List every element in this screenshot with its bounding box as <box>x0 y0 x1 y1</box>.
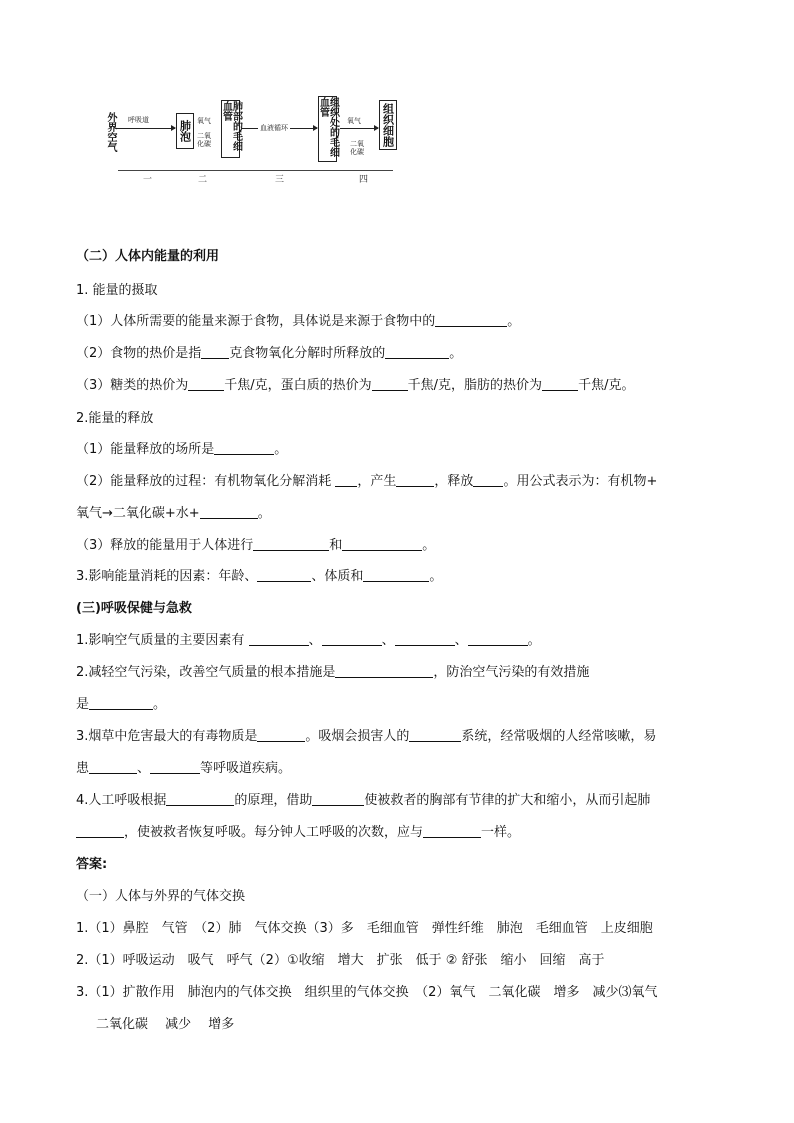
blank[interactable] <box>188 377 224 391</box>
p2-text-b: ，防治空气污染的有效措施 <box>433 665 590 680</box>
section2-sub2: 2.能量的释放 <box>76 411 154 426</box>
blank[interactable] <box>335 664 433 678</box>
q1-end: 。 <box>507 314 521 329</box>
p4-text-b: 的原理，借助 <box>234 793 313 808</box>
box-tissue-capillary: 组织处的毛细血管 <box>318 96 337 162</box>
answers-title: 答案: <box>76 857 108 872</box>
r2-text-a: （2）能量释放的过程：有机物氧化分解消耗 <box>76 474 336 489</box>
p2-line-cont <box>76 696 166 714</box>
p2-end: 。 <box>153 697 167 712</box>
r2-text-d: 。用公式表示为：有机物+ <box>503 474 658 489</box>
p1-line <box>76 632 541 650</box>
respiratory-tract-label: 呼吸道 <box>128 116 149 124</box>
section3-title: (三)呼吸保健与急救 <box>76 601 192 616</box>
r3-line <box>76 537 435 555</box>
p3-line-cont <box>76 760 291 778</box>
r3-end: 。 <box>422 538 436 553</box>
q3-text-c: 千焦/克，脂肪的热价为 <box>407 378 543 393</box>
blank[interactable] <box>89 760 137 774</box>
p2-text-c: 是 <box>76 697 90 712</box>
r1-line <box>76 441 287 459</box>
r2-line-cont <box>76 505 271 523</box>
p1-text: 1.影响空气质量的主要因素有 <box>76 633 249 648</box>
p3-text-c: 系统，经常吸烟的人经常咳嗽，易 <box>461 729 657 744</box>
q2-line <box>76 345 462 363</box>
blank[interactable] <box>253 537 329 551</box>
segment-line <box>118 170 393 171</box>
r1-text: （1）能量释放的场所是 <box>76 442 215 457</box>
q3-text-d: 千焦/克。 <box>578 378 635 393</box>
p3-text-f: 等呼吸道疾病。 <box>200 761 292 776</box>
s3-line <box>76 568 442 586</box>
segment-1: 一 <box>143 175 153 185</box>
blank[interactable] <box>372 377 408 391</box>
s3-text-b: 、体质和 <box>311 569 364 584</box>
blank[interactable] <box>257 728 305 742</box>
q2-end: 。 <box>449 346 463 361</box>
answer-line-3: 3.（1）扩散作用 肺泡内的气体交换 组织里的气体交换 （2）氧气 二氧化碳 增多 减少⑶氧气 <box>76 985 658 1000</box>
arrow-line-3 <box>340 128 378 129</box>
blank[interactable] <box>214 441 274 455</box>
blank[interactable] <box>200 505 258 519</box>
outside-air-label: 外界空气 <box>105 112 116 152</box>
segment-2: 二 <box>198 175 208 185</box>
box-tissue-cell: 组织细胞 <box>379 100 397 150</box>
blank[interactable] <box>322 632 382 646</box>
blank[interactable] <box>473 473 503 487</box>
blank[interactable] <box>150 760 200 774</box>
blank[interactable] <box>409 728 461 742</box>
gas-exchange-diagram <box>100 90 430 200</box>
arrow-line-1 <box>117 128 175 129</box>
p2-line <box>76 664 589 682</box>
p3-text-e: 、 <box>137 761 151 776</box>
answer-line-1: 1.（1）鼻腔 气管 （2）肺 气体交换（3）多 毛细血管 弹性纤维 肺泡 毛细血管 上皮细胞 <box>76 921 653 936</box>
r2-end: 。 <box>257 506 271 521</box>
r1-end: 。 <box>274 442 288 457</box>
blank[interactable] <box>435 313 507 327</box>
p3-text-d: 患 <box>76 761 90 776</box>
p1-sep: 、 <box>308 633 322 648</box>
q3-line <box>76 377 634 395</box>
q2-text-a: （2）食物的热价是指 <box>76 346 202 361</box>
p4-line-cont <box>76 824 520 842</box>
p1-sep: 、 <box>381 633 395 648</box>
gas-co2-1: 二氧化碳 <box>197 132 211 148</box>
blank[interactable] <box>201 345 229 359</box>
blank[interactable] <box>249 632 309 646</box>
section2-sub1: 1. 能量的摄取 <box>76 283 158 298</box>
blank[interactable] <box>166 792 234 806</box>
p3-text-a: 3.烟草中危害最大的有毒物质是 <box>76 729 258 744</box>
p2-text-a: 2.减轻空气污染，改善空气质量的根本措施是 <box>76 665 336 680</box>
p4-text-c: 使被救者的胸部有节律的扩大和缩小，从而引起肺 <box>364 793 651 808</box>
blank[interactable] <box>468 632 528 646</box>
r2-line <box>76 473 657 491</box>
segment-3: 三 <box>275 175 285 185</box>
blank[interactable] <box>396 473 434 487</box>
q2-text-b: 克食物氧化分解时所释放的 <box>229 346 386 361</box>
gas-co2-2: 二氧化碳 <box>350 140 364 156</box>
p4-text-d: ，使被救者恢复呼吸。每分钟人工呼吸的次数，应与 <box>124 825 424 840</box>
r2-text-e: 氧气→二氧化碳+水+ <box>76 506 200 521</box>
p4-text-e: 一样。 <box>481 825 521 840</box>
box-alveoli: 肺泡 <box>176 113 194 149</box>
answer-line-2: 2.（1）呼吸运动 吸气 呼气（2）①收缩 增大 扩张 低于 ② 舒张 缩小 回缩 高于 <box>76 953 605 968</box>
r2-text-b: ，产生 <box>357 474 397 489</box>
blank[interactable] <box>342 537 422 551</box>
section2-title: （二）人体内能量的利用 <box>76 249 220 264</box>
q3-text-b: 千焦/克，蛋白质的热价为 <box>224 378 372 393</box>
blank[interactable] <box>385 345 449 359</box>
p4-text-a: 4.人工呼吸根据 <box>76 793 167 808</box>
answer-line-4: 二氧化碳 减少 增多 <box>96 1017 235 1032</box>
r3-text-b: 和 <box>329 538 343 553</box>
gas-o2-1: 氧气 <box>197 117 211 125</box>
q1-line <box>76 313 520 331</box>
blank[interactable] <box>542 377 578 391</box>
s3-text-a: 3.影响能量消耗的因素：年龄、 <box>76 569 258 584</box>
p3-text-b: 。吸烟会损害人的 <box>305 729 410 744</box>
blank[interactable] <box>257 568 311 582</box>
s3-end: 。 <box>429 569 443 584</box>
p4-line <box>76 792 650 810</box>
box-lung-capillary: 肺部的毛细血管 <box>221 100 240 158</box>
blank[interactable] <box>363 568 429 582</box>
blank[interactable] <box>89 696 153 710</box>
blank[interactable] <box>423 824 481 838</box>
blank[interactable] <box>335 473 357 487</box>
answers-sub: （一）人体与外界的气体交换 <box>76 889 246 904</box>
p1-sep: 、 <box>454 633 468 648</box>
r2-text-c: ，释放 <box>434 474 474 489</box>
blank[interactable] <box>395 632 455 646</box>
q3-text-a: （3）糖类的热价为 <box>76 378 189 393</box>
blood-circulation-label: 血液循环 <box>260 124 288 132</box>
blank[interactable] <box>312 792 364 806</box>
q1-text: （1）人体所需要的能量来源于食物，具体说是来源于食物中的 <box>76 314 436 329</box>
gas-o2-2: 氧气 <box>347 117 361 125</box>
r3-text-a: （3）释放的能量用于人体进行 <box>76 538 254 553</box>
segment-4: 四 <box>359 175 369 185</box>
p3-line <box>76 728 656 746</box>
p1-end: 。 <box>527 633 541 648</box>
blank[interactable] <box>76 824 124 838</box>
